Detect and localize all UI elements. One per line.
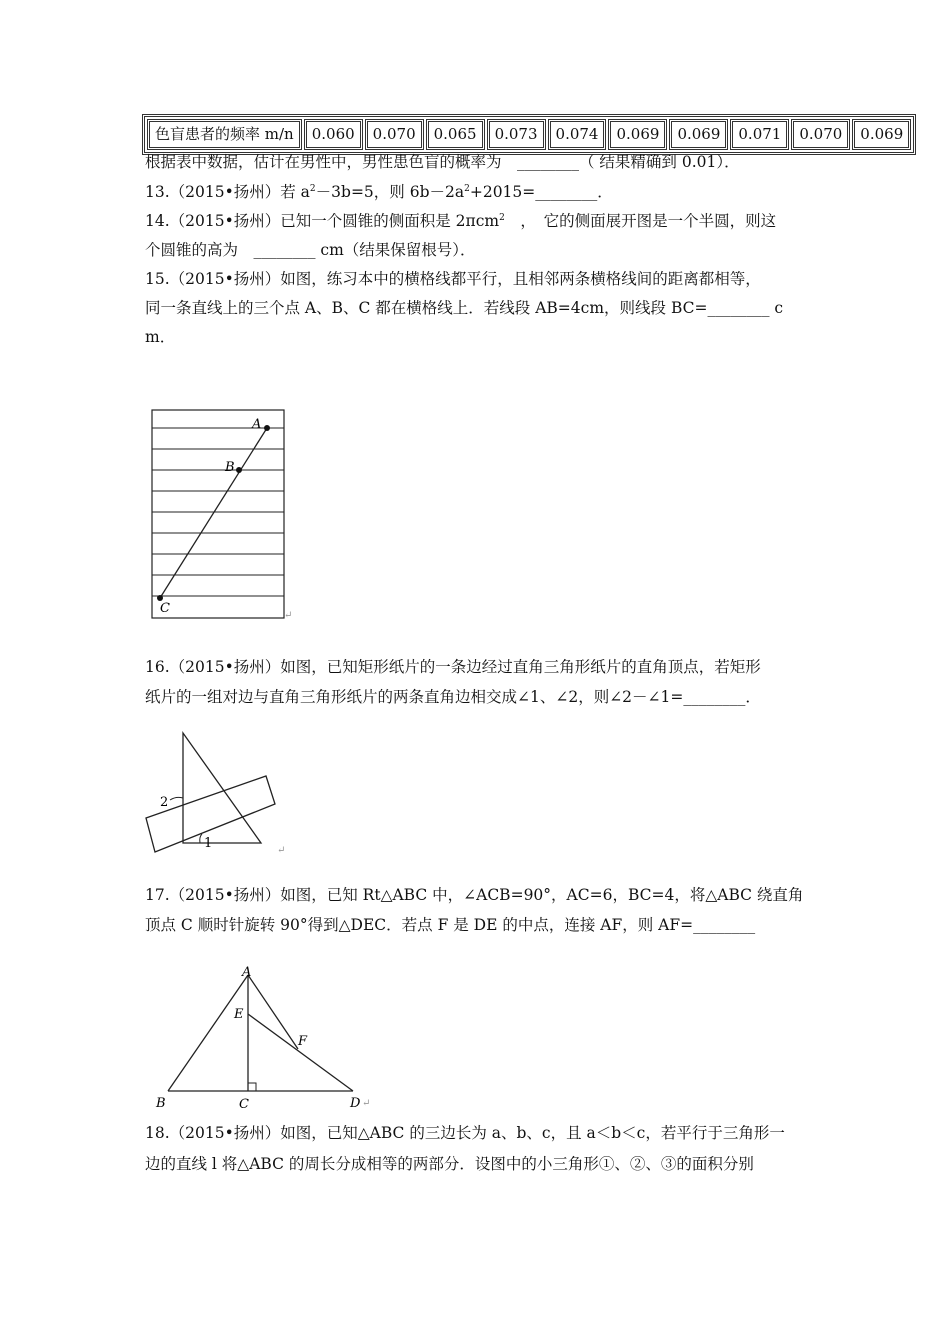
q18-line-1: 18.（2015•扬州）如图，已知△ABC 的三边长为 a、b、c，且 a＜b＜c，若平行于三角形一 [145, 1124, 785, 1142]
frequency-table [142, 114, 916, 155]
exponent: 2 [499, 213, 505, 223]
q15-line-2: 同一条直线上的三个点 A、B、C 都在横格线上．若线段 AB=4cm，则线段 BC=________ c [145, 299, 784, 317]
q13-part: +2015=________． [469, 183, 613, 201]
q17-line-1: 17.（2015•扬州）如图，已知 Rt△ABC 中，∠ACB=90°，AC=6，BC=4，将△ABC 绕直角 [145, 886, 804, 904]
q13-part: 13.（2015•扬州）若 a [145, 183, 310, 201]
point-d-label: D [350, 1096, 361, 1111]
table-cell: 0.071 [730, 119, 789, 150]
table-cell: 0.060 [304, 119, 363, 150]
table-cell: 0.070 [365, 119, 424, 150]
point-c-label: C [239, 1097, 249, 1112]
exponent: 2 [309, 184, 316, 194]
q13-text [145, 182, 613, 202]
rotated-triangle-figure [150, 963, 380, 1118]
point-f-label: F [298, 1034, 308, 1049]
point-e-label: E [234, 1007, 244, 1022]
table-cell: 0.074 [548, 119, 607, 150]
q15-line-1: 15.（2015•扬州）如图，练习本中的横格线都平行，且相邻两条横格线间的距离都相等， [145, 270, 761, 288]
q13-part: －3b=5，则 6b－2a [315, 183, 465, 201]
point-a-label: A [252, 417, 262, 432]
table-row [147, 119, 911, 150]
notebook-lines-figure [150, 408, 300, 623]
table-cell: 0.069 [608, 119, 667, 150]
table-cell: 0.073 [487, 119, 546, 150]
point-b-label: B [225, 460, 235, 475]
q12-tail-text: 根据表中数据，估计在男性中，男性患色盲的概率为 ________（ 结果精确到 0.01）． [145, 153, 740, 171]
q14-part: ， 它的侧面展开图是一个半圆，则这 [504, 212, 777, 230]
q14-part: 14.（2015•扬州）已知一个圆锥的侧面积是 2πcm [145, 212, 500, 230]
q14-line-2: 个圆锥的高为 ________ cm（结果保留根号）． [145, 241, 476, 259]
triangle-rectangle-figure [140, 728, 300, 858]
table-cell: 0.070 [791, 119, 850, 150]
angle-1-label: 1 [204, 836, 213, 851]
q17-line-2: 顶点 C 顺时针旋转 90°得到△DEC．若点 F 是 DE 的中点，连接 AF，则 AF=________ [145, 916, 756, 934]
q15-line-3: m． [145, 328, 176, 346]
return-mark-icon: ↵ [277, 845, 286, 856]
table-cell: 0.065 [426, 119, 485, 150]
point-b-label: B [156, 1096, 166, 1111]
exponent: 2 [464, 184, 470, 194]
table-header-cell: 色盲患者的频率 m/n [147, 119, 302, 150]
q14-line-1 [145, 211, 776, 231]
q18-line-2: 边的直线 l 将△ABC 的周长分成相等的两部分．设图中的小三角形①、②、③的面积分别 [145, 1155, 754, 1173]
point-a-label: A [242, 965, 252, 980]
q16-line-2: 纸片的一组对边与直角三角形纸片的两条直角边相交成∠1、∠2，则∠2－∠1=________． [145, 688, 761, 706]
table-cell: 0.069 [852, 119, 911, 150]
point-c-label: C [160, 601, 170, 616]
angle-2-label: 2 [160, 795, 169, 810]
q16-line-1: 16.（2015•扬州）如图，已知矩形纸片的一条边经过直角三角形纸片的直角顶点，若矩形 [145, 658, 761, 676]
return-mark-icon: ↵ [284, 610, 293, 621]
return-mark-icon: ↵ [362, 1098, 371, 1109]
table-cell: 0.069 [669, 119, 728, 150]
